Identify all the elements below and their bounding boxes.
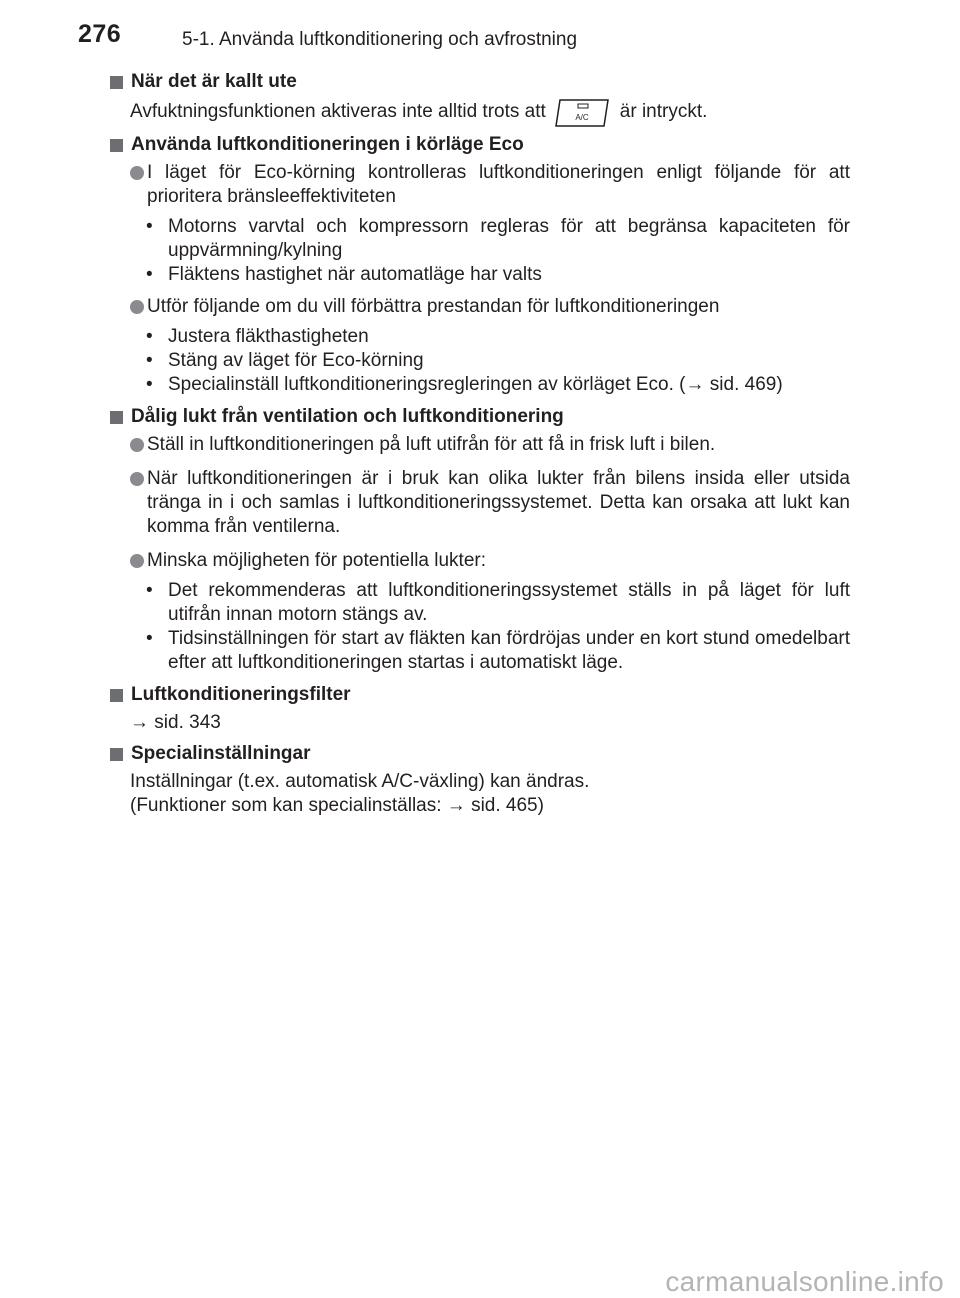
square-bullet-icon bbox=[110, 139, 123, 152]
list-item: I läget för Eco-körning kontrolleras luftkonditioneringen enligt följande för att prioritera bränsleeffektiviteten bbox=[130, 161, 850, 209]
list-item: Minska möjligheten för potentiella lukter: bbox=[130, 549, 850, 573]
watermark: carmanualsonline.info bbox=[665, 1266, 944, 1297]
section-title: Använda luftkonditioneringen i körläge Eco bbox=[131, 134, 524, 155]
list-item: Ställ in luftkonditioneringen på luft utifrån för att få in frisk luft i bilen. bbox=[130, 433, 850, 457]
sub-list-item: • Fläktens hastighet när automatläge har valts bbox=[146, 264, 542, 285]
sub-list-item: • Tidsinställningen för start av fläkten kan fördröjas under en kort stund omedelbart efter att luftkonditioneringen startas i automatiskt läge. bbox=[146, 628, 850, 673]
square-bullet-icon bbox=[110, 76, 123, 89]
list-item: Utför följande om du vill förbättra prestandan för luftkonditioneringen bbox=[130, 295, 850, 319]
list-item: När luftkonditioneringen är i bruk kan olika lukter från bilens insida eller utsida tränga in i och samlas i luftkonditioneringssystemet. Detta kan orsaka att lukt kan komma från ventilerna. bbox=[130, 467, 850, 539]
circle-bullet-icon bbox=[130, 438, 144, 452]
paragraph-cold: Avfuktningsfunktionen aktiveras inte alltid trots att A/C är intryckt. bbox=[130, 98, 850, 126]
sub-list-item: • Motorns varvtal och kompressorn regleras för att begränsa kapaciteten för uppvärmning/kylning bbox=[146, 216, 850, 261]
section-heading-eco bbox=[110, 133, 850, 157]
circle-bullet-icon bbox=[130, 166, 144, 180]
paragraph-special-line1: Inställningar (t.ex. automatisk A/C-växling) kan ändras. bbox=[130, 771, 590, 792]
circle-bullet-icon bbox=[130, 554, 144, 568]
sub-list-item: • Specialinställ luftkonditioneringsregleringen av körläget Eco. (→ sid. 469) bbox=[146, 374, 783, 395]
sub-list bbox=[146, 325, 850, 397]
paragraph-filter: → sid. 343 bbox=[130, 712, 221, 733]
section-title: När det är kallt ute bbox=[131, 71, 297, 92]
chapter-title: 5-1. Använda luftkonditionering och avfrostning bbox=[182, 29, 578, 50]
page-header bbox=[78, 20, 938, 60]
section-title: Dålig lukt från ventilation och luftkonditionering bbox=[131, 406, 564, 427]
sub-list bbox=[146, 579, 850, 675]
square-bullet-icon bbox=[110, 689, 123, 702]
page-content bbox=[110, 70, 850, 822]
ac-button-label: A/C bbox=[575, 113, 589, 122]
circle-bullet-icon bbox=[130, 300, 144, 314]
page-footer bbox=[0, 1262, 960, 1298]
paragraph-special-line2: (Funktioner som kan specialinställas: → sid. 465) bbox=[130, 795, 544, 816]
section-heading-filter bbox=[110, 683, 850, 707]
section-title: Specialinställningar bbox=[131, 743, 311, 764]
sub-list-item: • Det rekommenderas att luftkonditioneringssystemet ställs in på läget för luft utifrån innan motorn stängs av. bbox=[146, 580, 850, 625]
section-heading-special bbox=[110, 742, 850, 766]
section-title: Luftkonditioneringsfilter bbox=[131, 684, 351, 705]
square-bullet-icon bbox=[110, 411, 123, 424]
square-bullet-icon bbox=[110, 748, 123, 761]
circle-bullet-icon bbox=[130, 472, 144, 486]
page-number: 276 bbox=[78, 20, 122, 48]
sub-list-item: • Stäng av läget för Eco-körning bbox=[146, 350, 424, 371]
sub-list-item: • Justera fläkthastigheten bbox=[146, 326, 369, 347]
section-heading-cold bbox=[110, 70, 850, 94]
sub-list bbox=[146, 215, 850, 287]
section-heading-smell bbox=[110, 405, 850, 429]
ac-button-icon bbox=[554, 98, 612, 126]
